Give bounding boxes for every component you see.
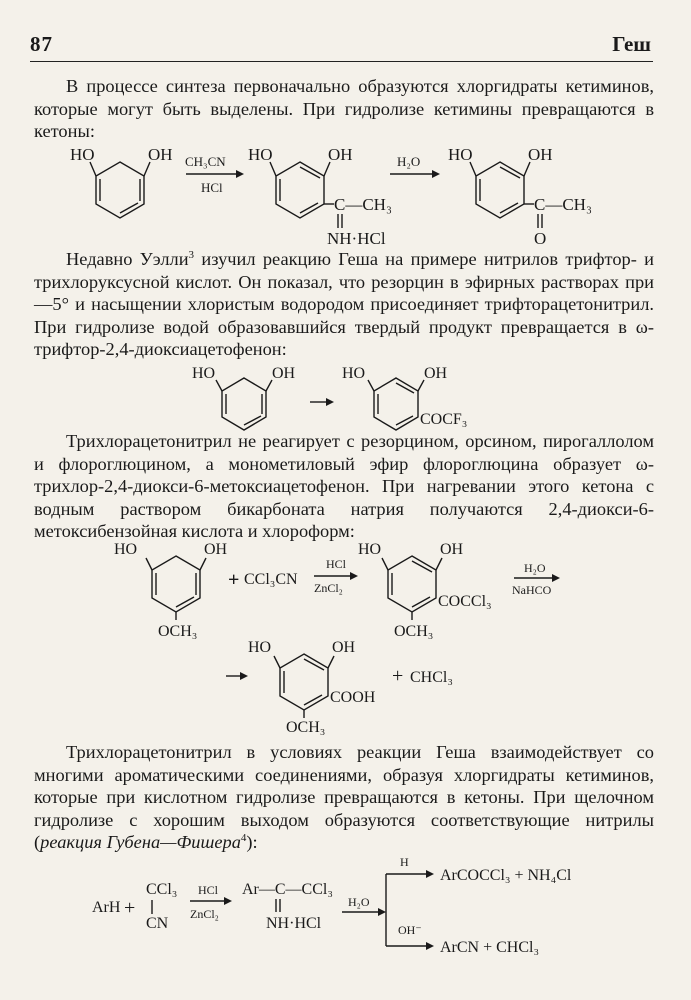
arrow-cat-bottom: ZnCl₂	[314, 581, 343, 595]
ccl3-label: CCl₃	[146, 881, 178, 898]
scheme-phloroglucinol-ether	[0, 536, 691, 736]
oh-label: OH	[424, 365, 448, 382]
och3-label: OCH₃	[286, 719, 326, 736]
ho-label: HO	[248, 145, 273, 164]
och3-label: OCH₃	[394, 623, 434, 640]
footnote-ref-3[interactable]: 3	[188, 248, 195, 261]
trichloroketone-ring	[358, 541, 492, 640]
reaction-arrow-2	[512, 561, 560, 597]
page-number: 87	[30, 32, 53, 56]
oh-label: OH	[440, 541, 464, 558]
plus-sign: +	[228, 569, 240, 591]
arrow-hyd-top: H₂O	[524, 561, 546, 575]
cocf3-label: COCF₃	[420, 411, 468, 428]
ketimine-label: Ar—C—CCl₃	[242, 881, 333, 898]
scheme-ketimine-hydrolysis	[0, 140, 691, 250]
oh-label: OH	[148, 145, 173, 164]
branch-bracket	[386, 855, 434, 950]
arrow-cat-top: HCl	[198, 883, 219, 897]
phloroglucinol-ether-ring	[114, 541, 228, 640]
acid-condition-label: H	[400, 855, 409, 869]
arh-label: ArH	[92, 899, 121, 916]
paragraph-trichloroacetonitrile: Трихлорацетонитрил не реагирует с резорцином, орсином, пирогаллолом и флороглюцином, а монометиловый эфир флороглюцина образует ω-трихлор-2,4-диокси-6-метоксиацетофенон. При нагревании этого кетона с водным раствором бикарбоната натрия получаются 2,4-диокси-6-метоксибензойная кислота и хлороформ:	[34, 431, 654, 541]
reagent-ccl3cn: CCl₃CN	[244, 571, 298, 588]
ho-label: HO	[358, 541, 382, 558]
arrow-reagent-top: CH₃CN	[185, 154, 226, 169]
base-branch-products: ArCN + CHCl₃	[440, 939, 540, 956]
cn-label: CN	[146, 915, 169, 932]
oh-label: OH	[528, 145, 553, 164]
reaction-arrow-1	[314, 557, 358, 595]
base-condition-label: OH⁻	[398, 923, 422, 937]
ketimine-ring	[248, 145, 392, 248]
oh-label: OH	[272, 365, 296, 382]
ho-label: HO	[448, 145, 473, 164]
reaction-arrow-1	[185, 154, 244, 195]
arrow-hyd-bottom: NaHCO	[512, 583, 552, 597]
ketimine-nh-hcl: NH·HCl	[327, 229, 386, 248]
arrow-water: H₂O	[397, 154, 421, 169]
reaction-arrow-1	[190, 883, 232, 921]
scheme-houben-fischer	[0, 852, 691, 967]
reaction-name: реакция Губена—Фишера	[40, 832, 241, 852]
ketimine-chain: C—CH₃	[334, 195, 392, 214]
oh-label: OH	[332, 639, 356, 656]
product-ring	[342, 365, 467, 430]
ketimine-nh-hcl: NH·HCl	[266, 915, 322, 932]
ho-label: HO	[114, 541, 138, 558]
ketone-oxygen: O	[534, 229, 547, 248]
paragraph-ketimine-intro: В процессе синтеза первоначально образуются хлоргидраты кетиминов, которые могут быть выделены. При гидролизе кетимины превращаются в кетоны:	[34, 76, 654, 141]
chloroform-label: CHCl₃	[410, 669, 453, 686]
acid-branch-products: ArCOCCl₃ + NH₄Cl	[440, 867, 572, 884]
footnote-ref-4[interactable]: 4	[240, 831, 247, 844]
reaction-arrow	[310, 398, 334, 406]
ho-label: HO	[192, 365, 216, 382]
oh-label: OH	[204, 541, 228, 558]
paragraph-welly-study: Недавно Уэлли$^3$ изучил реакцию Геша на примере нитрилов трифтор- и трихлоруксусной кислот. Он показал, что резорцин в эфирных растворах при —5° и насыщении хлористым водородом присоединяет трифторацетонитрил. При гидролизе водой образовавшийся твердый продукт превращается в ω-трифтор-2,4-диоксиацетофенон:	[34, 248, 655, 359]
ho-label: HO	[248, 639, 272, 656]
reaction-arrow-2	[342, 895, 386, 916]
ho-label: HO	[342, 365, 366, 382]
resorcinol-ring	[70, 145, 173, 218]
benzoic-acid-ring	[248, 639, 376, 736]
cocl3-label: COCCl₃	[438, 593, 492, 610]
header-rule	[30, 61, 653, 62]
ketone-chain: C—CH₃	[534, 195, 592, 214]
arrow-reagent-bottom: HCl	[201, 180, 223, 195]
plus-sign: +	[124, 897, 136, 919]
ketone-ring	[448, 145, 592, 248]
arrow-water: H₂O	[348, 895, 370, 909]
resorcinol-ring	[192, 365, 296, 430]
oh-label: OH	[328, 145, 353, 164]
reaction-arrow-3	[226, 672, 248, 680]
och3-label: OCH₃	[158, 623, 198, 640]
reaction-arrow-2	[390, 154, 440, 178]
ketimine	[242, 881, 333, 932]
arrow-cat-bottom: ZnCl₂	[190, 907, 219, 921]
trichloroacetonitrile	[146, 881, 177, 932]
arrow-cat-top: HCl	[326, 557, 347, 571]
cooh-label: COOH	[330, 689, 376, 706]
plus-sign: +	[392, 665, 404, 687]
paragraph-houben-fischer: Трихлорацетонитрил в условиях реакции Геша взаимодействует со многими ароматическими соединениями, образуя хлоргидраты кетиминов, которые при кислотном гидролизе превращаются в кетоны. При щелочном гидролизе с хорошим выходом образуются соответствующие нитрилы (реакция Губена—Фишера$^4$):	[34, 742, 654, 852]
running-head: Геш	[612, 32, 651, 56]
ho-label: HO	[70, 145, 95, 164]
